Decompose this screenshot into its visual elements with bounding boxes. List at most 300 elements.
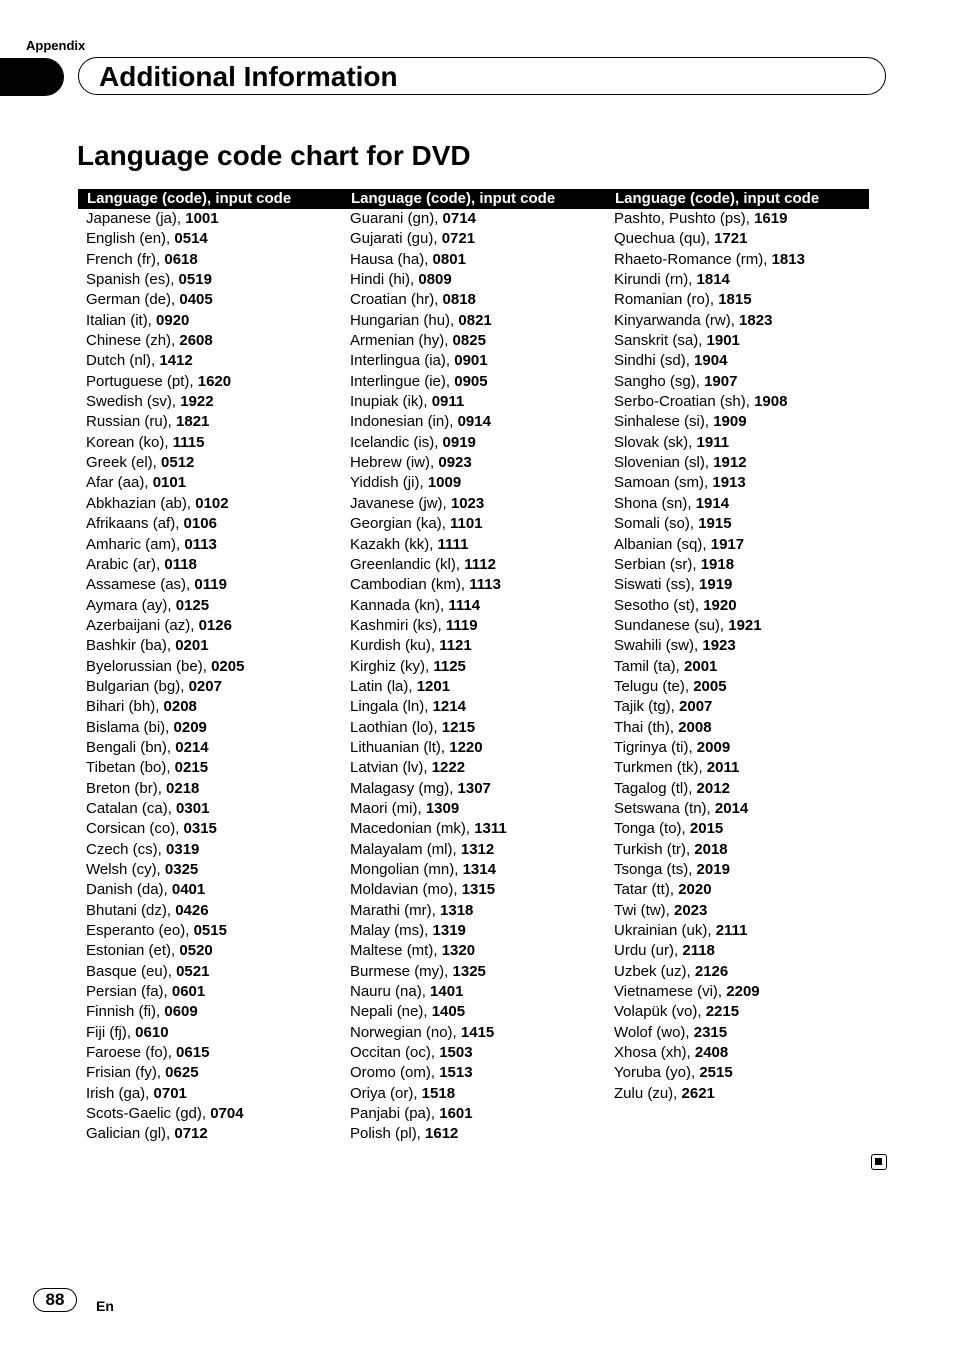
language-entry bbox=[350, 799, 507, 819]
language-name: Chinese (zh), bbox=[86, 332, 176, 350]
language-entry bbox=[86, 535, 244, 555]
language-name: Greek (el), bbox=[86, 454, 157, 472]
language-entry bbox=[614, 555, 805, 575]
language-entry bbox=[350, 229, 507, 249]
language-name: Javanese (jw), bbox=[350, 494, 447, 512]
language-name: Xhosa (xh), bbox=[614, 1044, 691, 1062]
language-entry bbox=[350, 453, 507, 473]
language-code: 1320 bbox=[441, 942, 476, 960]
language-entry bbox=[350, 1084, 507, 1104]
language-code: 1919 bbox=[699, 576, 733, 594]
language-code: 1921 bbox=[728, 616, 762, 634]
language-entry bbox=[614, 392, 805, 412]
language-entry bbox=[614, 819, 805, 839]
language-code: 2621 bbox=[681, 1084, 715, 1102]
language-entry bbox=[86, 982, 244, 1002]
language-entry bbox=[614, 636, 805, 656]
language-code: 2009 bbox=[696, 738, 731, 756]
language-code: 0615 bbox=[176, 1044, 210, 1062]
language-code: 0106 bbox=[183, 515, 217, 533]
language-entry bbox=[86, 677, 244, 697]
language-name: Abkhazian (ab), bbox=[86, 494, 192, 512]
language-code: 2315 bbox=[693, 1023, 728, 1041]
language-entry bbox=[614, 331, 805, 351]
language-name: Tibetan (bo), bbox=[86, 759, 171, 777]
language-entry bbox=[86, 311, 244, 331]
language-code: 1307 bbox=[457, 779, 491, 797]
language-entry bbox=[350, 392, 507, 412]
language-code: 1125 bbox=[433, 657, 466, 675]
language-code: 1113 bbox=[469, 576, 501, 594]
language-code: 1405 bbox=[431, 1003, 466, 1021]
language-entry bbox=[614, 433, 805, 453]
language-code: 0905 bbox=[454, 372, 488, 390]
column-header-2: Language (code), input code bbox=[351, 190, 556, 207]
language-entry bbox=[350, 860, 507, 880]
language-name: Japanese (ja), bbox=[86, 210, 182, 227]
language-code: 0601 bbox=[171, 983, 206, 1001]
language-name: Persian (fa), bbox=[86, 983, 168, 1001]
language-entry bbox=[614, 412, 805, 432]
language-name: Bulgarian (bg), bbox=[86, 677, 185, 695]
language-name: Malay (ms), bbox=[350, 922, 429, 940]
language-name: Nauru (na), bbox=[350, 983, 426, 1001]
language-code: 2126 bbox=[694, 962, 729, 980]
language-entry bbox=[86, 1124, 244, 1144]
language-entry bbox=[86, 636, 244, 656]
language-name: Sesotho (st), bbox=[614, 596, 700, 614]
language-entry bbox=[86, 351, 244, 371]
language-code: 0113 bbox=[184, 535, 217, 553]
language-entry bbox=[614, 941, 805, 961]
language-code: 1914 bbox=[695, 494, 730, 512]
language-name: Zulu (zu), bbox=[614, 1084, 678, 1102]
language-name: Korean (ko), bbox=[86, 433, 169, 451]
language-code: 1101 bbox=[450, 515, 483, 533]
language-entry bbox=[614, 697, 805, 717]
language-name: Interlingua (ia), bbox=[350, 352, 451, 370]
language-entry bbox=[350, 657, 507, 677]
language-entry bbox=[86, 555, 244, 575]
language-code: 1917 bbox=[710, 535, 745, 553]
language-entry bbox=[350, 962, 507, 982]
language-entry bbox=[614, 250, 805, 270]
language-code: 2008 bbox=[678, 718, 712, 736]
language-entry bbox=[86, 372, 244, 392]
language-code: 0207 bbox=[188, 677, 222, 695]
language-entry bbox=[350, 718, 507, 738]
language-code: 1001 bbox=[185, 210, 219, 227]
language-entry bbox=[614, 453, 805, 473]
language-entry bbox=[614, 1084, 805, 1104]
language-entry bbox=[86, 290, 244, 310]
language-entry bbox=[86, 433, 244, 453]
language-code: 2118 bbox=[682, 942, 715, 960]
language-name: Sinhalese (si), bbox=[614, 413, 710, 431]
language-code: 1318 bbox=[440, 901, 474, 919]
language-code: 1325 bbox=[452, 962, 486, 980]
language-entry bbox=[614, 535, 805, 555]
language-entry bbox=[86, 1043, 244, 1063]
language-name: Lithuanian (lt), bbox=[350, 738, 446, 756]
language-name: Polish (pl), bbox=[350, 1125, 421, 1143]
language-name: Faroese (fo), bbox=[86, 1044, 172, 1062]
language-entry bbox=[350, 433, 507, 453]
language-name: Estonian (et), bbox=[86, 942, 176, 960]
language-code: 1911 bbox=[696, 433, 730, 451]
language-name: Slovak (sk), bbox=[614, 433, 693, 451]
language-entry bbox=[86, 270, 244, 290]
language-code: 1620 bbox=[197, 372, 232, 390]
language-name: Afar (aa), bbox=[86, 474, 149, 492]
language-name: Wolof (wo), bbox=[614, 1023, 690, 1041]
language-name: Armenian (hy), bbox=[350, 332, 449, 350]
column-header-1: Language (code), input code bbox=[87, 190, 292, 207]
language-code: 0325 bbox=[164, 861, 199, 878]
language-name: Turkish (tr), bbox=[614, 840, 691, 858]
language-entry bbox=[86, 250, 244, 270]
language-code: 1114 bbox=[448, 596, 481, 614]
language-name: Bashkir (ba), bbox=[86, 637, 172, 655]
language-name: Malayalam (ml), bbox=[350, 840, 457, 858]
language-code: 0919 bbox=[442, 433, 476, 451]
language-code: 1909 bbox=[713, 413, 747, 431]
language-name: Thai (th), bbox=[614, 718, 675, 736]
language-entry bbox=[614, 290, 805, 310]
language-name: Inupiak (ik), bbox=[350, 393, 428, 411]
language-name: Sundanese (su), bbox=[614, 616, 725, 634]
language-code: 1503 bbox=[439, 1044, 473, 1062]
language-entry bbox=[350, 1104, 507, 1124]
language-entry bbox=[614, 657, 805, 677]
language-code: 2012 bbox=[696, 779, 730, 797]
language-entry bbox=[350, 758, 507, 778]
language-name: Romanian (ro), bbox=[614, 291, 715, 309]
language-entry bbox=[350, 636, 507, 656]
language-entry bbox=[350, 921, 507, 941]
language-name: Malagasy (mg), bbox=[350, 779, 454, 797]
language-code: 0215 bbox=[174, 759, 209, 777]
language-code: 2209 bbox=[726, 983, 760, 1001]
language-entry bbox=[614, 962, 805, 982]
page-number: 88 bbox=[33, 1288, 77, 1312]
language-entry bbox=[350, 840, 507, 860]
language-code: 0214 bbox=[175, 738, 209, 756]
language-name: Kashmiri (ks), bbox=[350, 616, 442, 634]
language-code: 0118 bbox=[164, 555, 197, 573]
section-label: Appendix bbox=[26, 38, 86, 53]
end-of-section-icon bbox=[871, 1154, 887, 1170]
language-code: 0208 bbox=[163, 698, 197, 716]
language-code: 0319 bbox=[166, 840, 200, 858]
language-code: 0426 bbox=[175, 901, 209, 919]
language-name: Guarani (gn), bbox=[350, 210, 439, 227]
language-name: Somali (so), bbox=[614, 515, 695, 533]
language-entry bbox=[350, 250, 507, 270]
language-name: Azerbaijani (az), bbox=[86, 616, 195, 634]
language-entry bbox=[614, 799, 805, 819]
language-name: Volapük (vo), bbox=[614, 1003, 702, 1021]
language-code: 2215 bbox=[705, 1003, 740, 1021]
language-code: 1315 bbox=[461, 881, 496, 899]
language-code: 2015 bbox=[689, 820, 724, 838]
language-entry bbox=[350, 941, 507, 961]
language-entry bbox=[350, 1063, 507, 1083]
language-entry bbox=[350, 1043, 507, 1063]
language-name: Tonga (to), bbox=[614, 820, 686, 838]
language-name: Italian (it), bbox=[86, 311, 152, 329]
language-name: Icelandic (is), bbox=[350, 433, 439, 451]
language-entry bbox=[614, 880, 805, 900]
language-name: French (fr), bbox=[86, 250, 161, 268]
header-bar bbox=[78, 57, 886, 95]
language-column-3 bbox=[614, 209, 805, 1104]
language-name: Arabic (ar), bbox=[86, 555, 161, 573]
language-name: Assamese (as), bbox=[86, 576, 191, 594]
language-name: Telugu (te), bbox=[614, 677, 690, 695]
language-entry bbox=[614, 351, 805, 371]
language-name: Oromo (om), bbox=[350, 1064, 436, 1082]
language-code: 0201 bbox=[175, 637, 209, 655]
language-code: 1912 bbox=[713, 454, 747, 472]
language-entry bbox=[614, 779, 805, 799]
language-entry bbox=[350, 697, 507, 717]
language-code: 1112 bbox=[464, 555, 496, 573]
language-entry bbox=[350, 372, 507, 392]
language-entry bbox=[86, 1104, 244, 1124]
language-name: Ukrainian (uk), bbox=[614, 922, 712, 940]
language-entry bbox=[614, 718, 805, 738]
language-entry bbox=[350, 209, 507, 229]
language-entry bbox=[86, 392, 244, 412]
language-code: 1401 bbox=[430, 983, 464, 1001]
language-code: 0821 bbox=[458, 311, 492, 329]
language-name: Serbian (sr), bbox=[614, 555, 697, 573]
language-code: 0712 bbox=[174, 1125, 208, 1143]
language-label: En bbox=[96, 1298, 114, 1314]
language-name: Irish (ga), bbox=[86, 1084, 150, 1102]
language-name: Occitan (oc), bbox=[350, 1044, 436, 1062]
language-column-1 bbox=[86, 209, 244, 1145]
language-name: Urdu (ur), bbox=[614, 942, 679, 960]
language-entry bbox=[350, 290, 507, 310]
language-name: Bihari (bh), bbox=[86, 698, 160, 716]
language-name: Afrikaans (af), bbox=[86, 515, 180, 533]
language-code: 2001 bbox=[684, 657, 718, 675]
language-code: 0315 bbox=[183, 820, 217, 838]
language-name: Kazakh (kk), bbox=[350, 535, 434, 553]
language-name: Latvian (lv), bbox=[350, 759, 428, 777]
language-code: 1612 bbox=[425, 1125, 459, 1143]
language-entry bbox=[614, 840, 805, 860]
language-code: 1915 bbox=[698, 515, 732, 533]
page-title: Language code chart for DVD bbox=[77, 140, 471, 171]
language-code: 0704 bbox=[210, 1105, 244, 1123]
language-entry bbox=[614, 1002, 805, 1022]
language-code: 0618 bbox=[164, 250, 198, 268]
language-entry bbox=[350, 555, 507, 575]
language-code: 2020 bbox=[678, 881, 712, 899]
language-code: 0301 bbox=[176, 799, 210, 817]
language-name: Kurdish (ku), bbox=[350, 637, 436, 655]
language-entry bbox=[614, 372, 805, 392]
language-code: 0609 bbox=[164, 1003, 198, 1021]
language-entry bbox=[614, 473, 805, 493]
language-name: Finnish (fi), bbox=[86, 1003, 161, 1021]
language-entry bbox=[86, 819, 244, 839]
language-entry bbox=[86, 860, 244, 880]
language-name: Oriya (or), bbox=[350, 1084, 418, 1102]
language-code: 0801 bbox=[432, 250, 466, 268]
language-code: 2023 bbox=[674, 901, 708, 919]
language-entry bbox=[350, 616, 507, 636]
language-name: Vietnamese (vi), bbox=[614, 983, 723, 1001]
language-name: Hindi (hi), bbox=[350, 271, 415, 289]
language-name: Hebrew (iw), bbox=[350, 454, 435, 472]
language-entry bbox=[350, 270, 507, 290]
language-entry bbox=[350, 311, 507, 331]
language-code: 1907 bbox=[704, 372, 738, 390]
language-code: 0825 bbox=[452, 332, 486, 350]
language-entry bbox=[86, 616, 244, 636]
language-code: 0721 bbox=[441, 230, 476, 248]
language-code: 0818 bbox=[442, 291, 476, 309]
language-code: 1415 bbox=[460, 1023, 495, 1041]
language-entry bbox=[86, 473, 244, 493]
language-name: Albanian (sq), bbox=[614, 535, 707, 553]
language-entry bbox=[86, 901, 244, 921]
language-name: Rhaeto-Romance (rm), bbox=[614, 250, 768, 268]
language-code: 0520 bbox=[179, 942, 213, 960]
language-code: 1214 bbox=[432, 698, 466, 716]
language-name: Lingala (ln), bbox=[350, 698, 429, 716]
language-name: Panjabi (pa), bbox=[350, 1105, 436, 1123]
language-code: 0920 bbox=[156, 311, 190, 329]
language-entry bbox=[86, 229, 244, 249]
language-code: 1309 bbox=[425, 799, 460, 817]
language-name: English (en), bbox=[86, 230, 171, 248]
language-code: 1908 bbox=[754, 393, 788, 411]
language-entry bbox=[86, 209, 244, 229]
language-code: 0102 bbox=[195, 494, 229, 512]
language-code: 0521 bbox=[176, 962, 210, 980]
language-entry bbox=[86, 1023, 244, 1043]
language-code: 1821 bbox=[176, 413, 210, 431]
language-entry bbox=[86, 1063, 244, 1083]
language-entry bbox=[614, 860, 805, 880]
language-name: Amharic (am), bbox=[86, 535, 181, 553]
section-tab-marker bbox=[0, 58, 64, 96]
language-entry bbox=[350, 880, 507, 900]
language-name: Tigrinya (ti), bbox=[614, 738, 693, 756]
language-name: Galician (gl), bbox=[86, 1125, 171, 1143]
language-name: Samoan (sm), bbox=[614, 474, 709, 492]
language-name: Indonesian (in), bbox=[350, 413, 454, 431]
language-name: Portuguese (pt), bbox=[86, 372, 194, 390]
language-code: 1215 bbox=[441, 718, 476, 736]
language-entry bbox=[86, 738, 244, 758]
language-name: Maltese (mt), bbox=[350, 942, 438, 960]
language-name: Swedish (sv), bbox=[86, 393, 177, 411]
language-code: 1923 bbox=[702, 637, 736, 655]
language-entry bbox=[350, 819, 507, 839]
language-name: Welsh (cy), bbox=[86, 861, 161, 878]
language-code: 1901 bbox=[706, 332, 740, 350]
language-code: 1119 bbox=[445, 616, 478, 634]
language-name: Tagalog (tl), bbox=[614, 779, 693, 797]
language-code: 1111 bbox=[437, 535, 469, 553]
language-name: Byelorussian (be), bbox=[86, 657, 207, 675]
language-code: 1815 bbox=[718, 291, 752, 309]
language-name: Mongolian (mn), bbox=[350, 861, 459, 878]
language-entry bbox=[614, 1023, 805, 1043]
language-code: 0125 bbox=[175, 596, 210, 614]
language-name: Spanish (es), bbox=[86, 271, 175, 289]
language-entry bbox=[350, 473, 507, 493]
language-name: Russian (ru), bbox=[86, 413, 172, 431]
language-code: 2019 bbox=[696, 861, 730, 878]
language-name: Aymara (ay), bbox=[86, 596, 172, 614]
language-name: Corsican (co), bbox=[86, 820, 180, 838]
language-code: 2111 bbox=[715, 922, 748, 940]
language-name: Kirghiz (ky), bbox=[350, 657, 430, 675]
language-code: 1619 bbox=[754, 210, 788, 227]
language-name: Slovenian (sl), bbox=[614, 454, 710, 472]
language-entry bbox=[86, 941, 244, 961]
language-name: Yiddish (ji), bbox=[350, 474, 424, 492]
language-name: Cambodian (km), bbox=[350, 576, 466, 594]
language-name: Dutch (nl), bbox=[86, 352, 156, 370]
language-code: 2011 bbox=[706, 759, 740, 777]
language-name: Breton (br), bbox=[86, 779, 162, 797]
language-name: Yoruba (yo), bbox=[614, 1064, 696, 1082]
header-title: Additional Information bbox=[99, 61, 398, 92]
language-name: Marathi (mr), bbox=[350, 901, 436, 919]
language-entry bbox=[350, 1002, 507, 1022]
language-entry bbox=[86, 880, 244, 900]
language-code: 1009 bbox=[427, 474, 462, 492]
language-name: Tsonga (ts), bbox=[614, 861, 693, 878]
language-name: Bislama (bi), bbox=[86, 718, 170, 736]
language-code: 0519 bbox=[178, 271, 212, 289]
language-code: 1823 bbox=[739, 311, 773, 329]
language-name: Macedonian (mk), bbox=[350, 820, 471, 838]
language-entry bbox=[614, 1063, 805, 1083]
language-code: 0514 bbox=[174, 230, 208, 248]
language-entry bbox=[86, 718, 244, 738]
language-entry bbox=[614, 901, 805, 921]
language-entry bbox=[350, 412, 507, 432]
language-code: 0205 bbox=[211, 657, 245, 675]
language-name: Gujarati (gu), bbox=[350, 230, 438, 248]
language-name: Shona (sn), bbox=[614, 494, 692, 512]
language-entry bbox=[614, 270, 805, 290]
language-entry bbox=[86, 514, 244, 534]
language-code: 0914 bbox=[457, 413, 491, 431]
language-code: 1311 bbox=[474, 820, 507, 838]
language-code: 1922 bbox=[180, 393, 214, 411]
language-code: 0515 bbox=[193, 922, 227, 940]
language-entry bbox=[86, 921, 244, 941]
language-code: 1220 bbox=[449, 738, 483, 756]
language-name: Quechua (qu), bbox=[614, 230, 710, 248]
language-name: Georgian (ka), bbox=[350, 515, 446, 533]
language-column-2 bbox=[350, 209, 507, 1145]
language-name: Hausa (ha), bbox=[350, 250, 429, 268]
language-code: 1904 bbox=[694, 352, 728, 370]
language-entry bbox=[86, 657, 244, 677]
language-entry bbox=[350, 1124, 507, 1144]
